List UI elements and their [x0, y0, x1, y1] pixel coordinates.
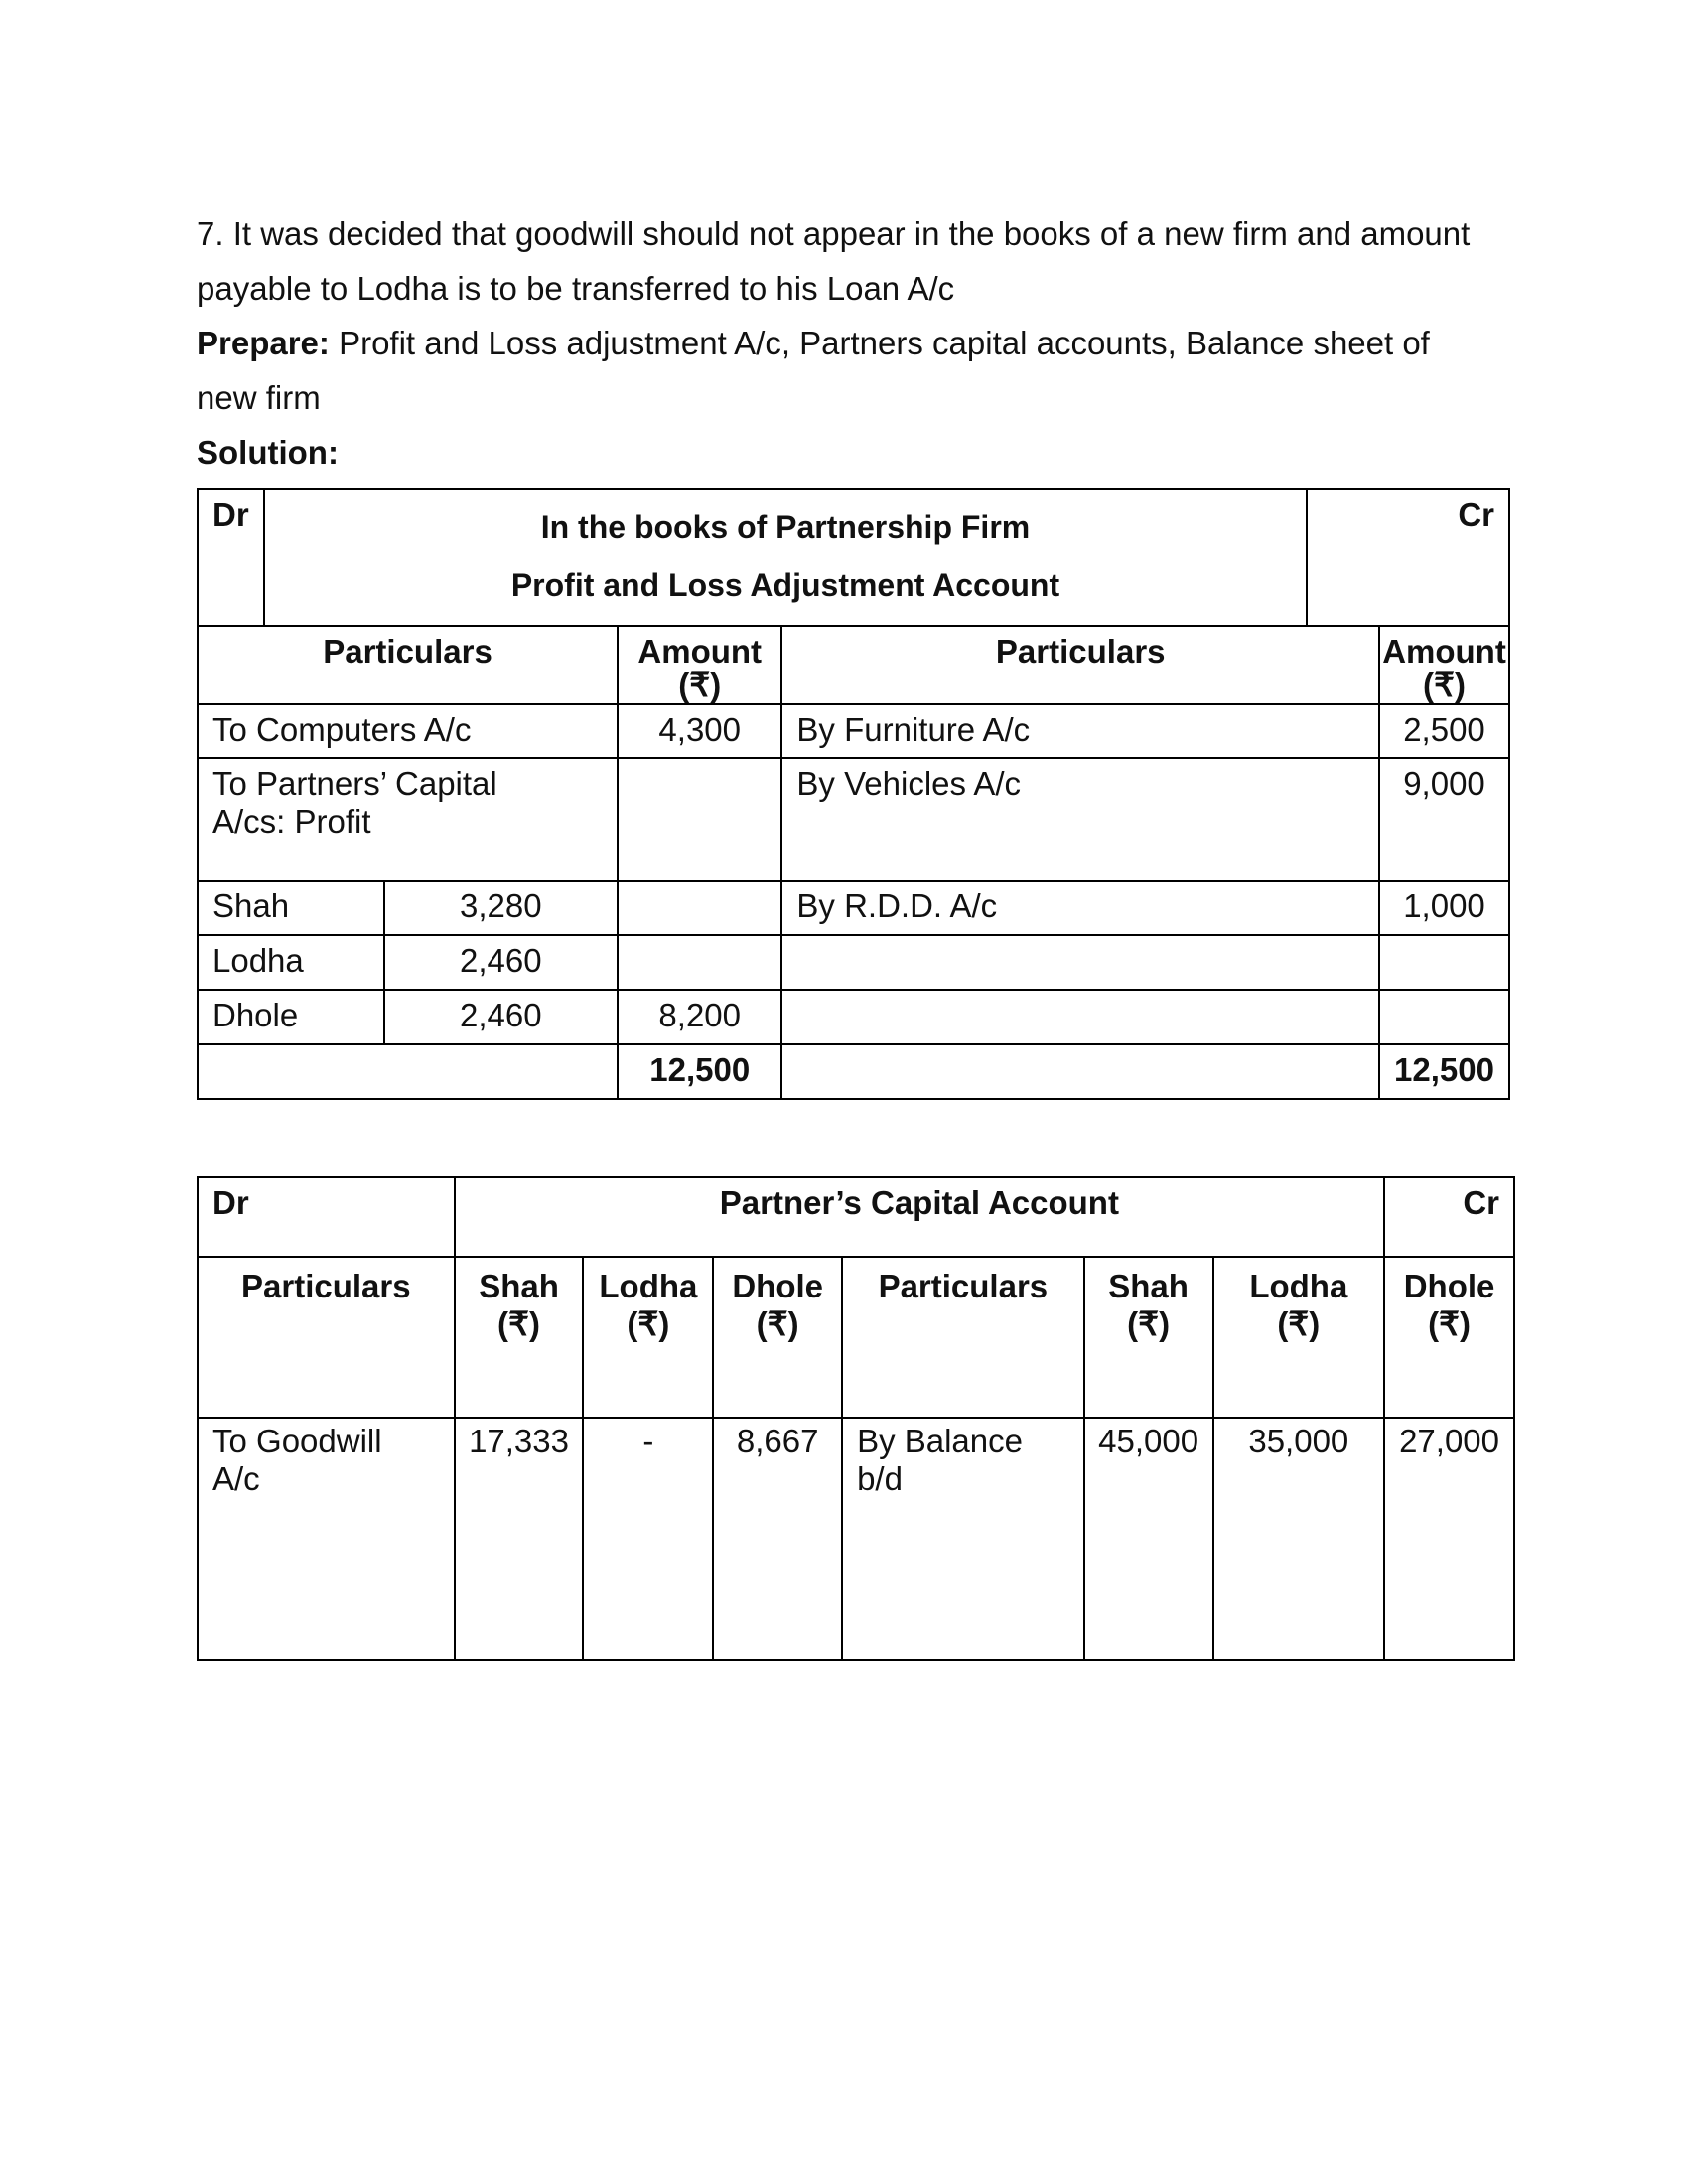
cap-header-rupee: (₹) [627, 1305, 670, 1342]
prepare-label: Prepare: [197, 325, 330, 361]
pl-computers: To Computers A/c [198, 704, 618, 758]
solution-heading: Solution: [197, 434, 339, 471]
cap-title: Partner’s Capital Account [455, 1177, 1385, 1257]
cap-balance-dhole: 27,000 [1384, 1418, 1514, 1660]
pl-header-amount-left-text: Amount [637, 633, 763, 670]
pl-rdd: By R.D.D. A/c [781, 881, 1379, 935]
pl-header-particulars-right: Particulars [781, 626, 1379, 704]
cap-balance-shah: 45,000 [1084, 1418, 1213, 1660]
cap-header-particulars-left: Particulars [198, 1257, 455, 1418]
pl-header-rupee-left: (₹) [678, 666, 722, 703]
cap-header-shah-left-text: Shah [479, 1268, 559, 1304]
pl-empty-cell [618, 935, 781, 990]
pl-partners-capital: To Partners’ Capital A/cs: Profit [198, 758, 618, 881]
pl-empty-cell [1379, 990, 1509, 1044]
pl-furniture: By Furniture A/c [781, 704, 1379, 758]
pl-title-1: In the books of Partnership Firm [540, 509, 1031, 545]
pl-dhole-share: 2,460 [384, 990, 618, 1044]
cap-goodwill: To Goodwill A/c [198, 1418, 455, 1660]
cap-header-rupee: (₹) [497, 1305, 541, 1342]
pl-furniture-amount: 2,500 [1379, 704, 1509, 758]
pl-dhole-name: Dhole [198, 990, 384, 1044]
cap-header-dhole-right [1384, 1257, 1514, 1418]
cap-header-shah-right [1084, 1257, 1213, 1418]
table-row [198, 990, 1509, 1044]
pl-empty-cell [781, 935, 1379, 990]
table-row [198, 758, 1509, 881]
pl-title-2: Profit and Loss Adjustment Account [510, 567, 1060, 603]
pl-empty-cell [198, 1044, 618, 1099]
pl-total-left: 12,500 [618, 1044, 781, 1099]
pl-profit-total: 8,200 [618, 990, 781, 1044]
cap-header-rupee: (₹) [756, 1305, 799, 1342]
pl-empty-cell [1379, 935, 1509, 990]
cap-balance-bd: By Balance b/d [842, 1418, 1084, 1660]
pl-header-amount-right [1379, 626, 1509, 704]
cap-header-rupee: (₹) [1127, 1305, 1171, 1342]
pl-empty-cell [618, 881, 781, 935]
pl-adjustment-table [197, 488, 1510, 1100]
pl-lodha-name: Lodha [198, 935, 384, 990]
prepare-line [197, 316, 1430, 370]
cap-balance-lodha: 35,000 [1213, 1418, 1385, 1660]
pl-vehicles: By Vehicles A/c [781, 758, 1379, 881]
cap-cr-label: Cr [1384, 1177, 1514, 1257]
cap-header-dhole-left [713, 1257, 842, 1418]
cap-header-dhole-left-text: Dhole [732, 1268, 823, 1304]
intro-line-1: 7. It was decided that goodwill should not appear in the books of a new firm and amount [197, 215, 1471, 252]
pl-rdd-amount: 1,000 [1379, 881, 1509, 935]
pl-cr-label: Cr [1307, 489, 1509, 626]
table-row [198, 881, 1509, 935]
cap-header-rupee: (₹) [1277, 1305, 1321, 1342]
pl-vehicles-amount: 9,000 [1379, 758, 1509, 881]
cap-dr-label: Dr [198, 1177, 455, 1257]
cap-goodwill-lodha: - [583, 1418, 713, 1660]
prepare-text: Profit and Loss adjustment A/c, Partners capital accounts, Balance sheet of [329, 325, 1430, 361]
table-row [198, 1044, 1509, 1099]
cap-header-shah-left [455, 1257, 584, 1418]
cap-header-lodha-left-text: Lodha [599, 1268, 698, 1304]
table-row [198, 704, 1509, 758]
pl-header-rupee-right: (₹) [1423, 666, 1466, 703]
pl-empty-cell [781, 990, 1379, 1044]
cap-header-shah-right-text: Shah [1108, 1268, 1189, 1304]
cap-header-rupee: (₹) [1428, 1305, 1472, 1342]
pl-empty-cell [781, 1044, 1379, 1099]
pl-title [264, 489, 1308, 626]
intro-line-4: new firm [197, 379, 321, 416]
table-row [198, 935, 1509, 990]
cap-header-lodha-right-text: Lodha [1249, 1268, 1348, 1304]
cap-header-dhole-right-text: Dhole [1403, 1268, 1495, 1304]
pl-lodha-share: 2,460 [384, 935, 618, 990]
intro-line-2: payable to Lodha is to be transferred to his Loan A/c [197, 270, 955, 307]
cap-goodwill-dhole: 8,667 [713, 1418, 842, 1660]
pl-header-amount-right-text: Amount [1382, 633, 1506, 670]
capital-account-table [197, 1176, 1515, 1661]
pl-shah-share: 3,280 [384, 881, 618, 935]
pl-dr-label: Dr [198, 489, 264, 626]
pl-header-particulars-left: Particulars [198, 626, 618, 704]
cap-header-particulars-right: Particulars [842, 1257, 1084, 1418]
pl-total-right: 12,500 [1379, 1044, 1509, 1099]
cap-header-lodha-right [1213, 1257, 1385, 1418]
cap-goodwill-shah: 17,333 [455, 1418, 584, 1660]
cap-header-lodha-left [583, 1257, 713, 1418]
table-row [198, 1418, 1514, 1660]
pl-header-amount-left [618, 626, 781, 704]
pl-empty-cell [618, 758, 781, 881]
pl-shah-name: Shah [198, 881, 384, 935]
pl-computers-amount: 4,300 [618, 704, 781, 758]
